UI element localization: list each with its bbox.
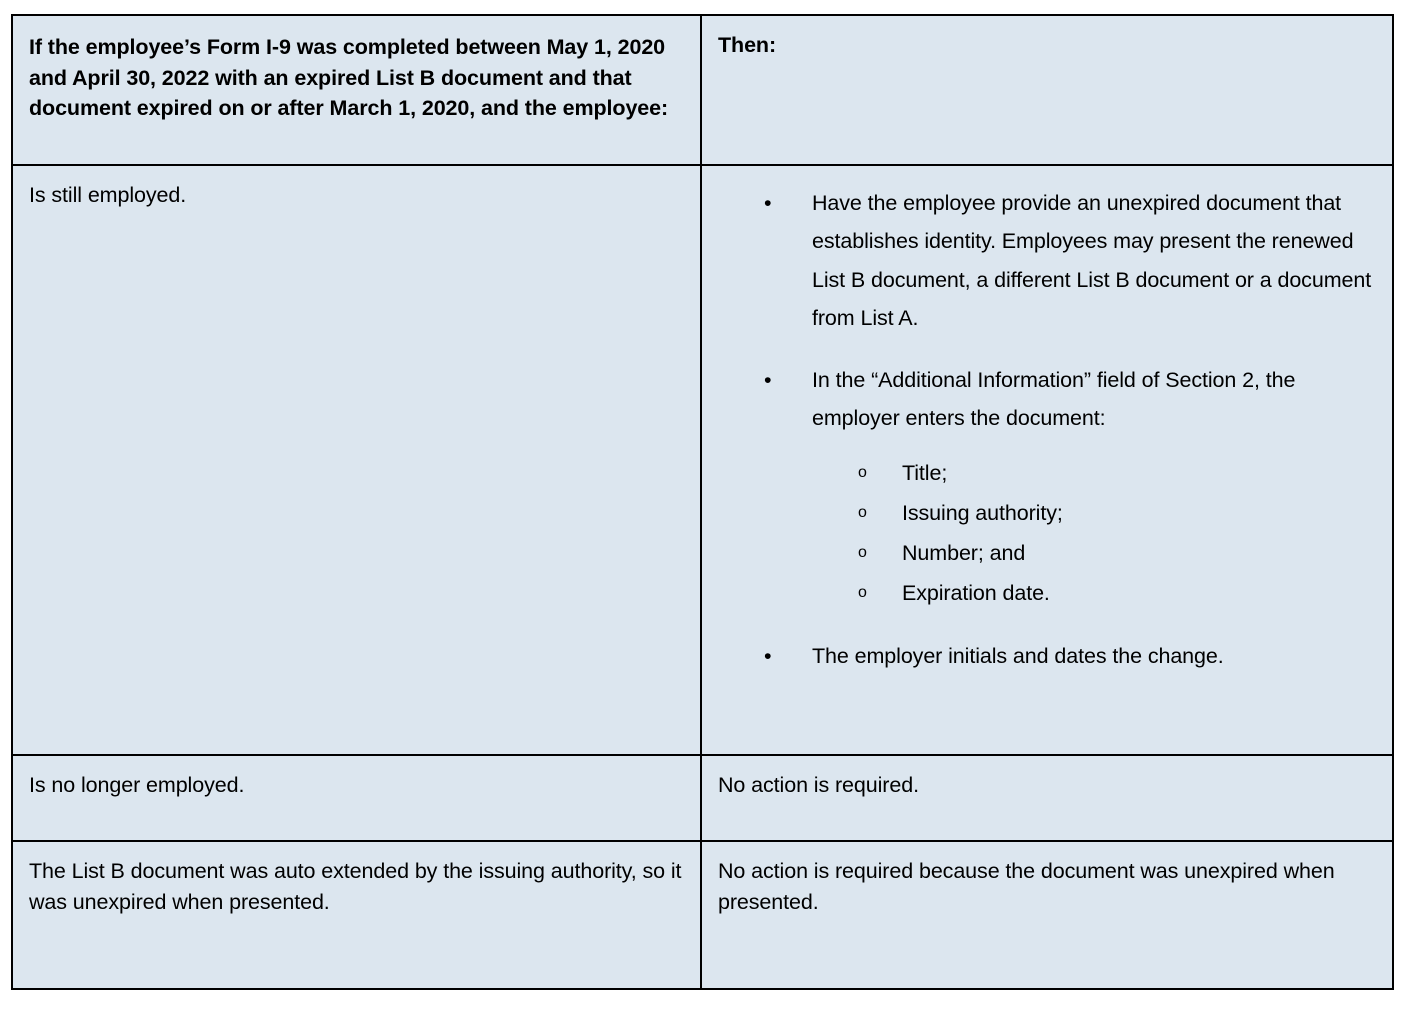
cell-result-still-employed: [701, 165, 1393, 755]
result-text: No action is required.: [718, 773, 919, 797]
table-row: [12, 165, 1393, 755]
condition-text: Is still employed.: [29, 183, 187, 207]
list-item: [702, 361, 1372, 613]
cell-condition-still-employed: [12, 165, 701, 755]
table-header-row: [12, 15, 1393, 165]
condition-text: The List B document was auto extended by the issuing authority, so it was unexpired when presented.: [29, 859, 682, 914]
cell-result-not-employed: [701, 755, 1393, 841]
sub-bullet-text: Issuing authority;: [902, 500, 1063, 525]
header-result-label: Then:: [718, 33, 777, 57]
bullet-dot-icon: •: [764, 368, 772, 393]
hollow-circle-icon: o: [858, 544, 867, 562]
table-row: [12, 755, 1393, 841]
sub-bullet-text: Title;: [902, 460, 948, 485]
list-item: [858, 574, 1372, 612]
header-cell-condition: [12, 15, 701, 165]
hollow-circle-icon: o: [858, 584, 867, 602]
list-item: [858, 494, 1372, 532]
list-item: [702, 637, 1372, 675]
list-item: [858, 454, 1372, 492]
sub-bullet-text: Number; and: [902, 541, 1026, 566]
document-field-sub-list: [858, 454, 1372, 613]
cell-condition-auto-extended: [12, 841, 701, 989]
list-item: [702, 184, 1372, 337]
nested-list-holder: [812, 438, 1372, 613]
i9-list-b-guidance-table: [11, 14, 1394, 990]
header-condition-label: If the employee’s Form I-9 was completed between May 1, 2020 and April 30, 2022 with an expired List B document and that document expired on or after March 1, 2020, and the employee:: [29, 35, 669, 121]
bullet-text: The employer initials and dates the change.: [812, 643, 1224, 668]
bullet-text: In the “Additional Information” field of Section 2, the employer enters the document:: [812, 368, 1296, 431]
hollow-circle-icon: o: [858, 503, 867, 521]
bullet-text: Have the employee provide an unexpired document that establishes identity. Employees may present the renewed List B document, a different List B document or a document from List A.: [812, 191, 1372, 330]
cell-result-auto-extended: [701, 841, 1393, 989]
bullet-dot-icon: •: [764, 643, 772, 668]
result-bullet-list: [702, 184, 1372, 675]
bullet-dot-icon: •: [764, 191, 772, 215]
header-cell-result: [701, 15, 1393, 165]
result-text: No action is required because the document was unexpired when presented.: [718, 859, 1335, 914]
hollow-circle-icon: o: [858, 463, 867, 481]
cell-condition-not-employed: [12, 755, 701, 841]
sub-bullet-text: Expiration date.: [902, 581, 1050, 606]
list-item: [858, 534, 1372, 572]
condition-text: Is no longer employed.: [29, 773, 245, 797]
table-row: [12, 841, 1393, 989]
